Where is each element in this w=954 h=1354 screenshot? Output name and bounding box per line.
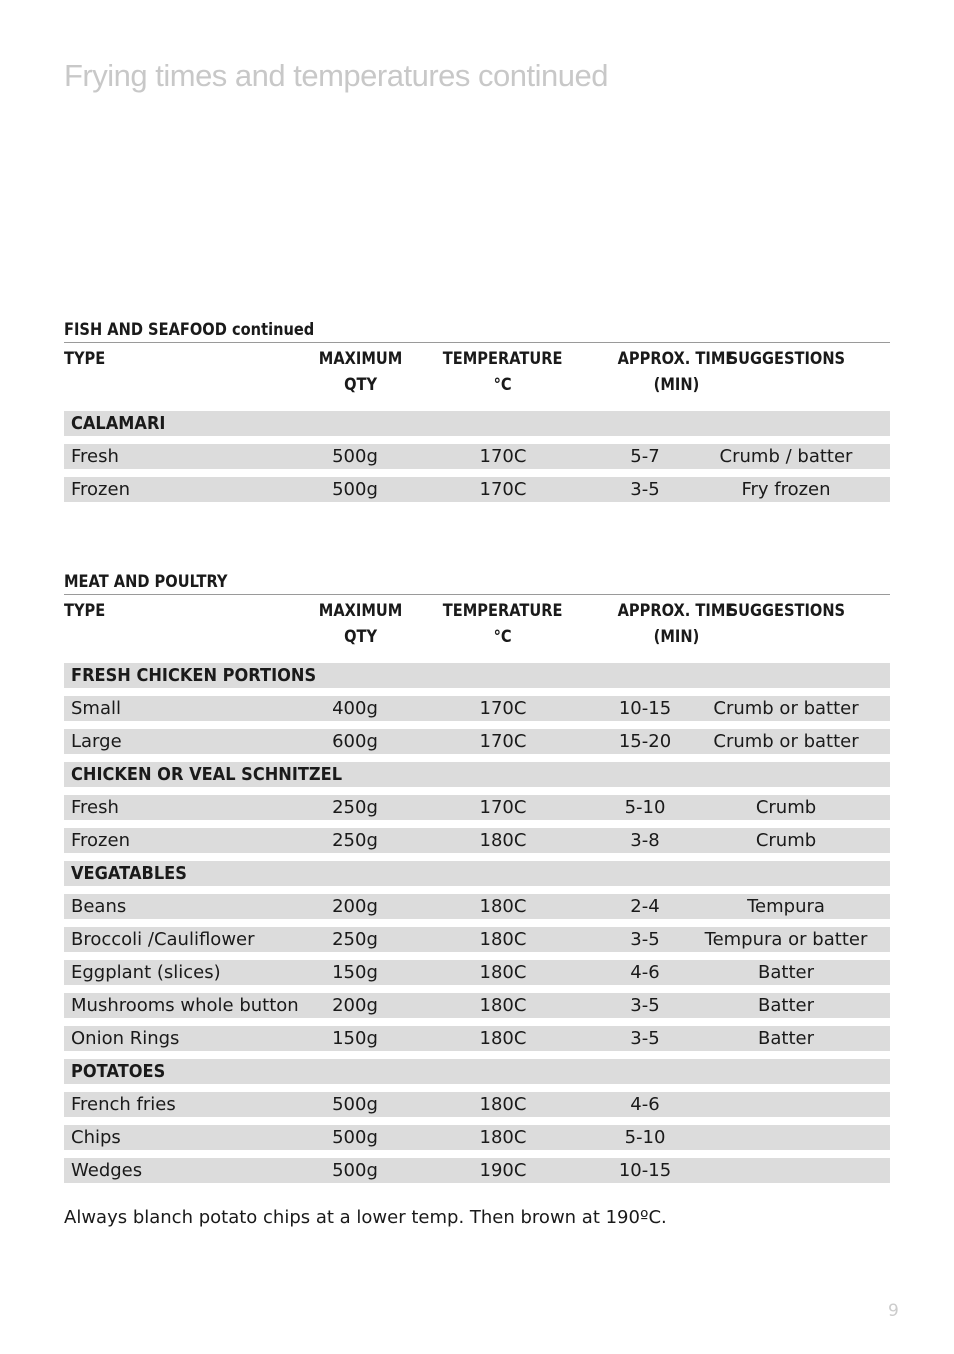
table-row xyxy=(64,729,890,754)
cell-suggestion: Fry frozen xyxy=(682,477,890,502)
table-row xyxy=(64,960,890,985)
table-row xyxy=(64,795,890,820)
column-header-label: TEMPERATURE °C xyxy=(443,349,563,395)
cell-temp: 190C xyxy=(398,1158,608,1183)
group-label-text: FRESH CHICKEN PORTIONS xyxy=(71,665,317,686)
footnote: Always blanch potato chips at a lower temp. Then brown at 190ºC. xyxy=(64,1207,667,1228)
cell-qty: 250g xyxy=(312,795,398,820)
column-header-temp xyxy=(398,342,608,403)
cell-time: 5-10 xyxy=(608,795,682,820)
column-header-label: TYPE xyxy=(64,349,106,369)
column-header-label: APPROX. TIME (MIN) xyxy=(617,601,736,647)
cell-time: 3-8 xyxy=(608,828,682,853)
cell-time: 3-5 xyxy=(608,477,682,502)
cell-time: 3-5 xyxy=(608,1026,682,1051)
column-header-label: APPROX. TIME (MIN) xyxy=(617,349,736,395)
column-header-qty xyxy=(312,594,403,655)
column-header-type xyxy=(64,342,312,403)
column-header-type xyxy=(64,594,312,655)
cell-qty: 250g xyxy=(312,927,398,952)
cell-type: Eggplant (slices) xyxy=(64,960,312,985)
group-label xyxy=(64,762,890,787)
cell-temp: 180C xyxy=(398,993,608,1018)
cell-type: Onion Rings xyxy=(64,1026,312,1051)
group-row xyxy=(64,762,890,787)
cell-type: Mushrooms whole button xyxy=(64,993,312,1018)
cell-qty: 500g xyxy=(312,444,398,469)
column-header-label: TEMPERATURE °C xyxy=(443,601,563,647)
cell-temp: 170C xyxy=(398,444,608,469)
cell-qty: 600g xyxy=(312,729,398,754)
cell-suggestion: Crumb or batter xyxy=(682,729,890,754)
group-label-text: POTATOES xyxy=(71,1061,166,1082)
cell-type: Fresh xyxy=(64,795,312,820)
cell-time: 5-7 xyxy=(608,444,682,469)
cell-type: Large xyxy=(64,729,312,754)
cell-qty: 500g xyxy=(312,1092,398,1117)
cell-qty: 500g xyxy=(312,477,398,502)
page-title: Frying times and temperatures continued xyxy=(64,58,608,93)
cell-suggestion: Batter xyxy=(682,1026,890,1051)
table-row xyxy=(64,477,890,502)
column-header-label: MAXIMUM QTY xyxy=(318,349,403,395)
cell-temp: 170C xyxy=(398,477,608,502)
cell-time: 4-6 xyxy=(608,960,682,985)
cell-time: 3-5 xyxy=(608,993,682,1018)
cell-qty: 150g xyxy=(312,960,398,985)
cell-type: Beans xyxy=(64,894,312,919)
cell-time: 5-10 xyxy=(608,1125,682,1150)
cell-type: Frozen xyxy=(64,828,312,853)
column-header-time xyxy=(608,594,736,655)
cell-time: 15-20 xyxy=(608,729,682,754)
column-header-label: SUGGESTIONS xyxy=(727,349,845,369)
cell-time: 10-15 xyxy=(608,1158,682,1183)
cell-suggestion xyxy=(682,1092,890,1117)
section-fish-and-seafood xyxy=(64,318,890,510)
cell-qty: 150g xyxy=(312,1026,398,1051)
cell-temp: 180C xyxy=(398,960,608,985)
cell-temp: 170C xyxy=(398,795,608,820)
table-row xyxy=(64,1092,890,1117)
cell-type: Chips xyxy=(64,1125,312,1150)
group-label xyxy=(64,411,890,436)
cell-suggestion: Batter xyxy=(682,960,890,985)
cell-suggestion: Tempura or batter xyxy=(682,927,890,952)
table-row xyxy=(64,894,890,919)
cell-temp: 180C xyxy=(398,1092,608,1117)
table-row xyxy=(64,444,890,469)
column-header-time xyxy=(608,342,736,403)
group-label-text: CHICKEN OR VEAL SCHNITZEL xyxy=(71,764,343,785)
cell-temp: 170C xyxy=(398,729,608,754)
fry-table xyxy=(64,334,890,510)
cell-qty: 500g xyxy=(312,1158,398,1183)
column-header-label: SUGGESTIONS xyxy=(727,601,845,621)
cell-qty: 400g xyxy=(312,696,398,721)
table-row xyxy=(64,927,890,952)
table-row xyxy=(64,1158,890,1183)
cell-temp: 180C xyxy=(398,1125,608,1150)
cell-time: 10-15 xyxy=(608,696,682,721)
group-label xyxy=(64,1059,890,1084)
cell-type: Wedges xyxy=(64,1158,312,1183)
group-label xyxy=(64,861,890,886)
table-row xyxy=(64,828,890,853)
cell-time: 4-6 xyxy=(608,1092,682,1117)
cell-suggestion: Crumb / batter xyxy=(682,444,890,469)
cell-temp: 180C xyxy=(398,828,608,853)
cell-type: French fries xyxy=(64,1092,312,1117)
cell-type: Fresh xyxy=(64,444,312,469)
table-row xyxy=(64,1125,890,1150)
cell-suggestion: Crumb or batter xyxy=(682,696,890,721)
cell-type: Broccoli /Cauliflower xyxy=(64,927,312,952)
column-header-label: TYPE xyxy=(64,601,106,621)
group-label-text: VEGATABLES xyxy=(71,863,187,884)
fry-table xyxy=(64,586,890,1191)
cell-type: Small xyxy=(64,696,312,721)
cell-temp: 180C xyxy=(398,1026,608,1051)
group-row xyxy=(64,1059,890,1084)
cell-time: 2-4 xyxy=(608,894,682,919)
group-row xyxy=(64,861,890,886)
section-heading: MEAT AND POULTRY xyxy=(64,572,228,592)
cell-suggestion: Tempura xyxy=(682,894,890,919)
cell-temp: 180C xyxy=(398,894,608,919)
cell-temp: 180C xyxy=(398,927,608,952)
cell-time: 3-5 xyxy=(608,927,682,952)
group-row xyxy=(64,411,890,436)
cell-qty: 200g xyxy=(312,993,398,1018)
table-row xyxy=(64,696,890,721)
cell-qty: 200g xyxy=(312,894,398,919)
table-row xyxy=(64,1026,890,1051)
group-row xyxy=(64,663,890,688)
column-header-qty xyxy=(312,342,403,403)
cell-suggestion xyxy=(682,1125,890,1150)
cell-qty: 500g xyxy=(312,1125,398,1150)
cell-suggestion: Crumb xyxy=(682,828,890,853)
cell-type: Frozen xyxy=(64,477,312,502)
group-label xyxy=(64,663,890,688)
section-heading: FISH AND SEAFOOD continued xyxy=(64,320,315,340)
cell-suggestion xyxy=(682,1158,890,1183)
cell-temp: 170C xyxy=(398,696,608,721)
column-header-temp xyxy=(398,594,608,655)
table-row xyxy=(64,993,890,1018)
section-meat-and-poultry xyxy=(64,570,890,1191)
group-label-text: CALAMARI xyxy=(71,413,166,434)
cell-qty: 250g xyxy=(312,828,398,853)
cell-suggestion: Crumb xyxy=(682,795,890,820)
column-header-label: MAXIMUM QTY xyxy=(318,601,403,647)
cell-suggestion: Batter xyxy=(682,993,890,1018)
page-number: 9 xyxy=(888,1301,899,1321)
